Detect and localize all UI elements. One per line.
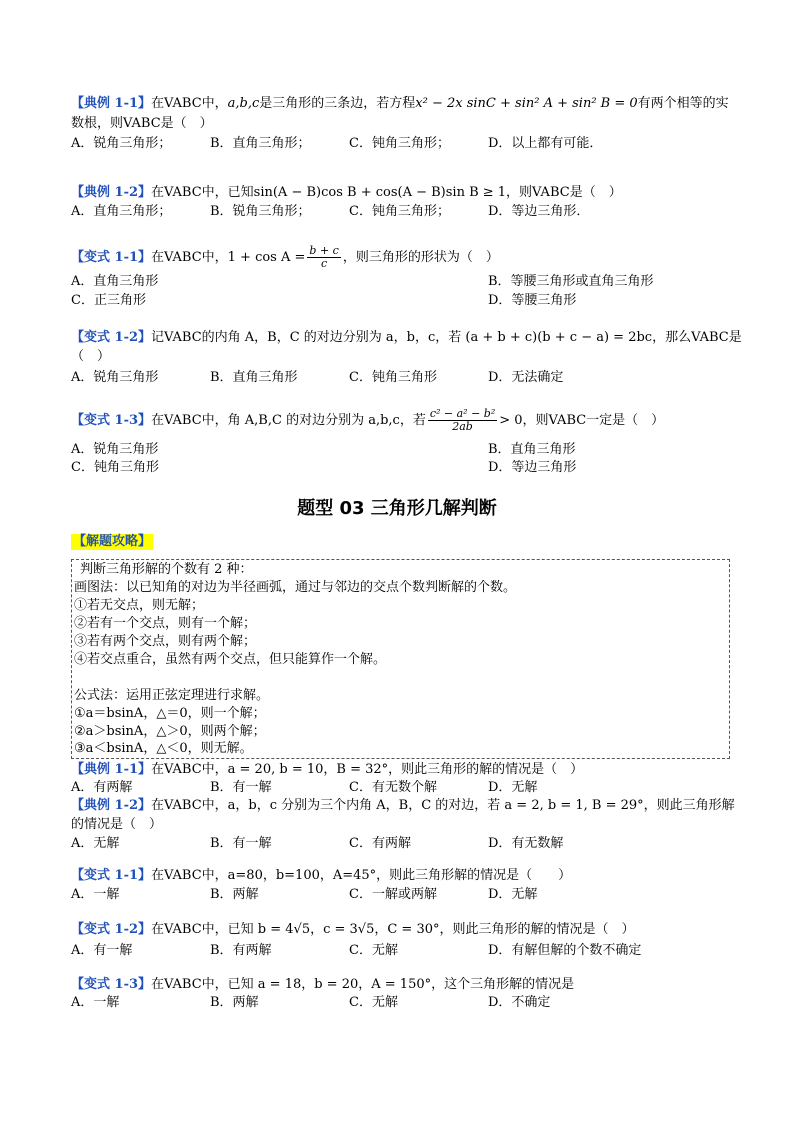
problem-tag: 【变式 1-3】 [71, 413, 152, 428]
option-a[interactable]: A．一解 [71, 887, 120, 902]
option-d[interactable]: D．等边三角形． [488, 204, 590, 219]
strategy-line: 公式法：运用正弦定理进行求解。 [74, 688, 270, 703]
option-d[interactable]: D．有解但解的个数不确定 [488, 943, 642, 958]
problem-2-1-line1 [71, 762, 583, 778]
problem-text: 有两个相等的实 [637, 96, 729, 111]
strategy-line: ①若无交点，则无解； [74, 598, 205, 613]
option-d[interactable]: D．有无数解 [488, 836, 564, 851]
problem-1-2-line1 [71, 185, 622, 201]
fraction-denominator: 2ab [452, 420, 473, 433]
option-c[interactable]: C．一解或两解 [349, 887, 437, 902]
option-b[interactable]: B．两解 [210, 995, 259, 1010]
variant-1-2-line2: （ ） [71, 349, 111, 364]
option-c[interactable]: C．钝角三角形 [349, 370, 437, 385]
strategy-line: ③a＜bsinA，△＜0，则无解。 [74, 741, 253, 756]
option-c[interactable]: C．有无数个解 [349, 780, 437, 795]
variant-2-2-line1 [71, 922, 635, 938]
problem-tag: 【变式 1-2】 [71, 922, 152, 937]
problem-1-1-line2: 数根，则VABC是（ ） [71, 116, 213, 131]
option-c[interactable]: C．钝角三角形 [71, 460, 159, 475]
problem-tag: 【变式 1-1】 [71, 250, 152, 265]
strategy-line: ①a＝bsinA，△＝0，则一个解； [74, 706, 266, 721]
option-d[interactable]: D．等边三角形 [488, 460, 577, 475]
option-c[interactable]: C．正三角形 [71, 293, 146, 308]
problem-text: > 0，则VABC一定是（ ） [499, 413, 665, 428]
fraction [307, 245, 340, 270]
option-b[interactable]: B．直角三角形 [210, 370, 298, 385]
problem-text: 在VABC中，a，b，c 分别为三个内角 A，B，C 的对边，若 a = 2, b = 1, B = 29°，则此三角形解 [151, 798, 735, 813]
option-b[interactable]: B．两解 [210, 887, 259, 902]
variant-1-1-line1 [71, 243, 499, 273]
option-c[interactable]: C．有两解 [349, 836, 411, 851]
option-a[interactable]: A．无解 [71, 836, 120, 851]
option-a[interactable]: A．锐角三角形； [71, 136, 172, 151]
problem-text: 在VABC中，1 + cos A = [151, 250, 306, 265]
problem-text: 在VABC中，已知 a = 18，b = 20，A = 150°，这个三角形解的情况是 [151, 977, 575, 992]
option-a[interactable]: A．有一解 [71, 943, 133, 958]
option-a[interactable]: A．锐角三角形 [71, 370, 159, 385]
problem-text: 在VABC中， [151, 96, 228, 111]
option-c[interactable]: C．钝角三角形； [349, 204, 450, 219]
option-b[interactable]: B．直角三角形； [210, 136, 311, 151]
problem-tag: 【变式 1-1】 [71, 868, 152, 883]
option-b[interactable]: B．锐角三角形； [210, 204, 311, 219]
problem-text: 在VABC中，a=80，b=100，A=45°，则此三角形解的情况是（ ） [151, 868, 572, 883]
option-b[interactable]: B．直角三角形 [488, 442, 576, 457]
option-d[interactable]: D．等腰三角形 [488, 293, 577, 308]
option-a[interactable]: A．直角三角形； [71, 204, 172, 219]
strategy-label: 【解题攻略】 [73, 534, 152, 549]
option-c[interactable]: C．无解 [349, 943, 398, 958]
option-d[interactable]: D．无法确定 [488, 370, 564, 385]
problem-tag: 【典例 1-1】 [71, 762, 152, 777]
problem-text: 是三角形的三条边，若方程 [259, 96, 416, 111]
option-c[interactable]: C．钝角三角形； [349, 136, 450, 151]
fraction-numerator: b + c [309, 244, 339, 257]
problem-text: 在VABC中，角 A,B,C 的对边分别为 a,b,c，若 [151, 413, 426, 428]
strategy-line: ②a＞bsinA，△＞0，则两个解； [74, 724, 266, 739]
strategy-line: ④若交点重合，虽然有两个交点，但只能算作一个解。 [74, 652, 387, 667]
problem-tag: 【典例 1-2】 [71, 185, 152, 200]
fraction-denominator: c [321, 257, 328, 270]
problem-1-1-line1 [71, 96, 729, 112]
problem-text: 在VABC中，已知 b = 4√5，c = 3√5，C = 30°，则此三角形的解的情况是（ ） [151, 922, 635, 937]
option-d[interactable]: D．不确定 [488, 995, 551, 1010]
option-d[interactable]: D．以上都有可能． [488, 136, 603, 151]
option-d[interactable]: D．无解 [488, 887, 538, 902]
strategy-line: ②若有一个交点，则有一个解； [74, 616, 257, 631]
option-b[interactable]: B．有两解 [210, 943, 272, 958]
problem-tag: 【典例 1-1】 [71, 96, 152, 111]
variant-1-3-line1 [71, 406, 664, 436]
variant-2-3-line1 [71, 977, 574, 993]
problem-text: 在VABC中，a = 20, b = 10，B = 32°，则此三角形的解的情况是（ ） [151, 762, 584, 777]
problem-text: ，则三角形的形状为（ ） [342, 250, 499, 265]
problem-tag: 【典例 1-2】 [71, 798, 152, 813]
fraction-numerator: c² − a² − b² [429, 407, 496, 420]
variant-2-1-line1 [71, 868, 571, 884]
option-b[interactable]: B．等腰三角形或直角三角形 [488, 274, 654, 289]
option-a[interactable]: A．有两解 [71, 780, 133, 795]
math-vars: a,b,c [227, 96, 260, 111]
strategy-line: ③若有两个交点，则有两个解； [74, 634, 257, 649]
option-b[interactable]: B．有一解 [210, 836, 272, 851]
fraction [428, 408, 497, 433]
strategy-line: 判断三角形解的个数有 2 种： [80, 562, 253, 577]
problem-2-2-line1 [71, 798, 735, 814]
option-a[interactable]: A．直角三角形 [71, 274, 159, 289]
problem-text: 在VABC中，已知sin(A − B)cos B + cos(A − B)sin B ≥ 1，则VABC是（ ） [151, 185, 622, 200]
option-b[interactable]: B．有一解 [210, 780, 272, 795]
option-a[interactable]: A．锐角三角形 [71, 442, 159, 457]
variant-1-2-line1 [71, 330, 742, 346]
section-title: 题型 03 三角形几解判断 [297, 498, 497, 519]
problem-2-2-line2: 的情况是（ ） [71, 817, 163, 832]
option-c[interactable]: C．无解 [349, 995, 398, 1010]
problem-text: 记VABC的内角 A，B，C 的对边分别为 a，b，c，若 (a + b + c)(b + c − a) = 2bc，那么VABC是 [151, 330, 742, 345]
problem-tag: 【变式 1-2】 [71, 330, 152, 345]
strategy-line: 画图法：以已知角的对边为半径画弧，通过与邻边的交点个数判断解的个数。 [74, 580, 517, 595]
option-d[interactable]: D．无解 [488, 780, 538, 795]
option-a[interactable]: A．一解 [71, 995, 120, 1010]
problem-tag: 【变式 1-3】 [71, 977, 152, 992]
math-equation: x² − 2x sinC + sin² A + sin² B = 0 [415, 96, 638, 111]
